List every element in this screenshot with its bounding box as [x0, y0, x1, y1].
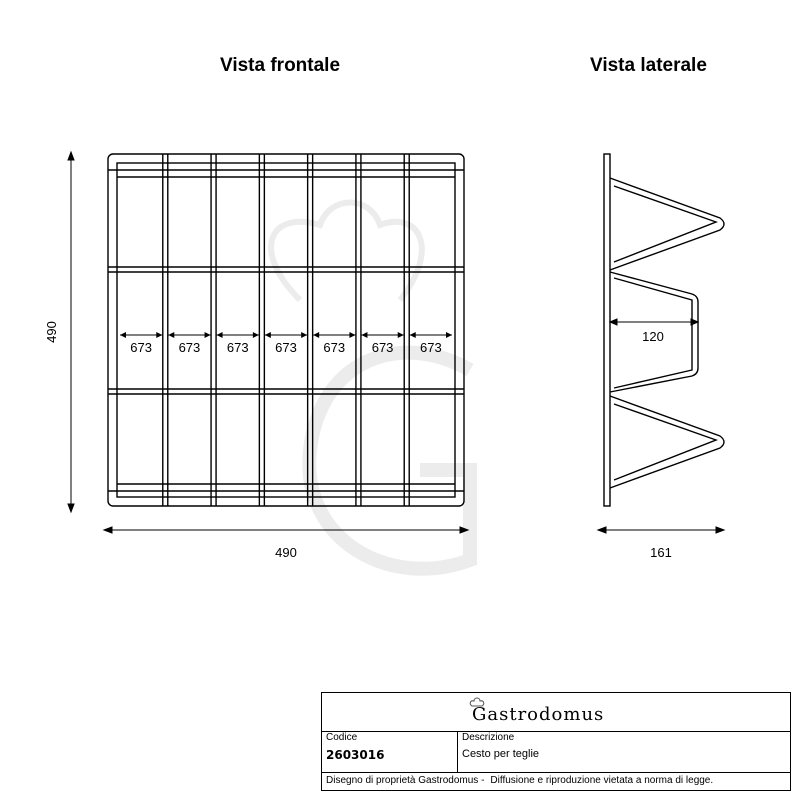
- side-view-title: Vista laterale: [590, 55, 707, 76]
- slot-dimension-arrow: [265, 332, 307, 338]
- front-height-dimension: [68, 152, 74, 512]
- side-depth-dimension: [598, 527, 724, 533]
- description-label: Descrizione: [462, 732, 515, 743]
- slot-width-label: 673: [178, 340, 201, 355]
- side-inner-label: 120: [642, 329, 664, 344]
- slot-dimension-arrow: [313, 332, 355, 338]
- slot-width-label: 673: [371, 340, 394, 355]
- vertical-wires: [163, 154, 409, 506]
- slot-dimension-arrow: [217, 332, 259, 338]
- code-cell: [322, 731, 458, 772]
- code-label: Codice: [326, 732, 358, 743]
- brand-logo: Gastrodomus: [472, 704, 605, 725]
- front-view: [108, 154, 464, 506]
- title-block: [321, 692, 791, 791]
- slot-width-label: 673: [275, 340, 297, 355]
- title-block-footer: [326, 775, 719, 786]
- disclaimer-text: Diffusione e riproduzione vietata a norma di legge.: [490, 775, 714, 786]
- slot-width-label: 673: [420, 340, 442, 355]
- slot-dimensions: [120, 332, 452, 355]
- slot-dimension-arrow: [361, 332, 403, 338]
- front-outer-frame: [108, 154, 464, 506]
- front-view-title: Vista frontale: [220, 55, 341, 76]
- slot-dimension-arrow: [168, 332, 210, 338]
- side-depth-label: 161: [650, 545, 672, 560]
- side-inner-dimension: [610, 319, 698, 325]
- side-back-panel: [604, 154, 610, 506]
- side-view: [604, 154, 724, 506]
- ownership-text: Disegno di proprietà Gastrodomus -: [326, 775, 485, 786]
- slot-dimension-arrow: [120, 332, 162, 338]
- slot-width-label: 673: [130, 340, 152, 355]
- description-value: Cesto per teglie: [462, 748, 540, 760]
- title-block-info-row: [322, 731, 790, 773]
- description-cell: [458, 731, 790, 772]
- slot-dimension-arrow: [410, 332, 452, 338]
- slot-width-label: 673: [226, 340, 249, 355]
- slot-width-label: 673: [323, 340, 346, 355]
- title-block-logo-row: [322, 693, 790, 732]
- front-width-label: 490: [275, 545, 297, 560]
- front-width-dimension: [104, 527, 468, 533]
- front-height-label: 490: [44, 321, 59, 343]
- code-value: 2603016: [326, 748, 385, 762]
